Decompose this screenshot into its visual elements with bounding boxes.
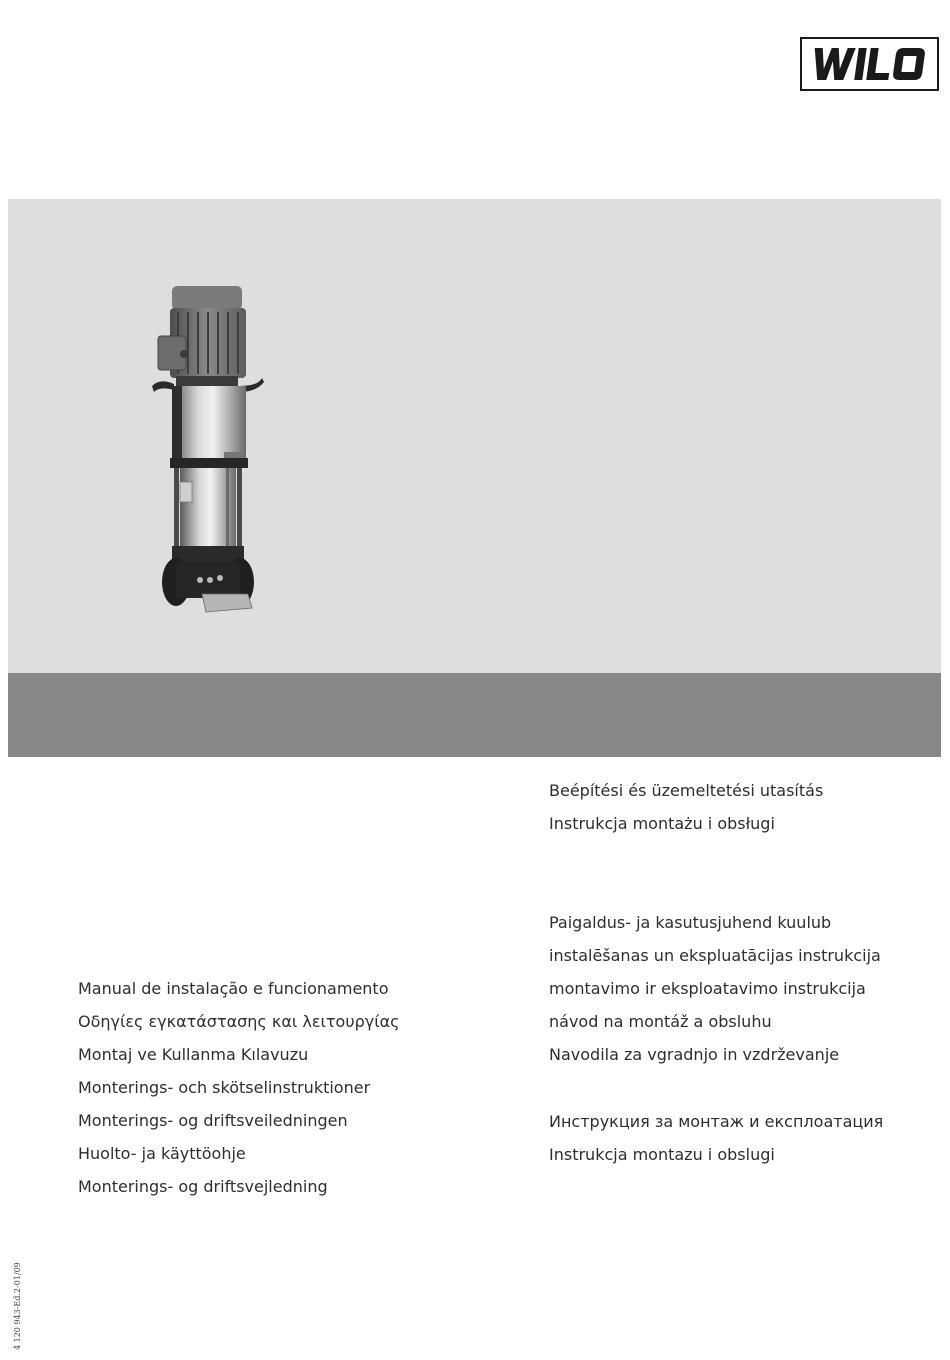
language-list-left (78, 972, 400, 1203)
vertical-multistage-pump-image (140, 282, 270, 618)
language-title: Manual de instalação e funcionamento (78, 979, 389, 998)
language-title: Monterings- och skötselinstruktioner (78, 1078, 371, 1097)
wilo-logo (800, 37, 939, 91)
language-title: Paigaldus- ja kasutusjuhend kuulub (549, 913, 832, 932)
language-title: montavimo ir eksploatavimo instrukcija (549, 979, 866, 998)
wilo-logo-mark (802, 39, 937, 89)
language-title: Huolto- ja käyttöohje (78, 1144, 246, 1163)
language-title: návod na montáž a obsluhu (549, 1012, 772, 1031)
language-title: Инструкция за монтаж и експлоатация (549, 1112, 884, 1131)
language-title: Instrukcja montazu i obslugi (549, 1145, 775, 1164)
language-title: Monterings- og driftsveiledningen (78, 1111, 348, 1130)
language-title: instalēšanas un ekspluatācijas instrukcija (549, 946, 881, 965)
language-list-right-top (549, 774, 823, 840)
title-band (8, 673, 941, 757)
language-title: Montaj ve Kullanma Kılavuzu (78, 1045, 309, 1064)
language-title: Navodila za vgradnjo in vzdrževanje (549, 1045, 840, 1064)
language-list-right-bottom (549, 1105, 883, 1171)
language-list-right-middle (549, 906, 881, 1071)
document-code: 4 120 943-Ed.2-01/09 (13, 1262, 22, 1350)
language-title: Οδηγίες εγκατάστασης και λειτουργίας (78, 1012, 400, 1031)
language-title: Beépítési és üzemeltetési utasítás (549, 781, 824, 800)
language-title: Instrukcja montażu i obsługi (549, 814, 775, 833)
language-title: Monterings- og driftsvejledning (78, 1177, 328, 1196)
